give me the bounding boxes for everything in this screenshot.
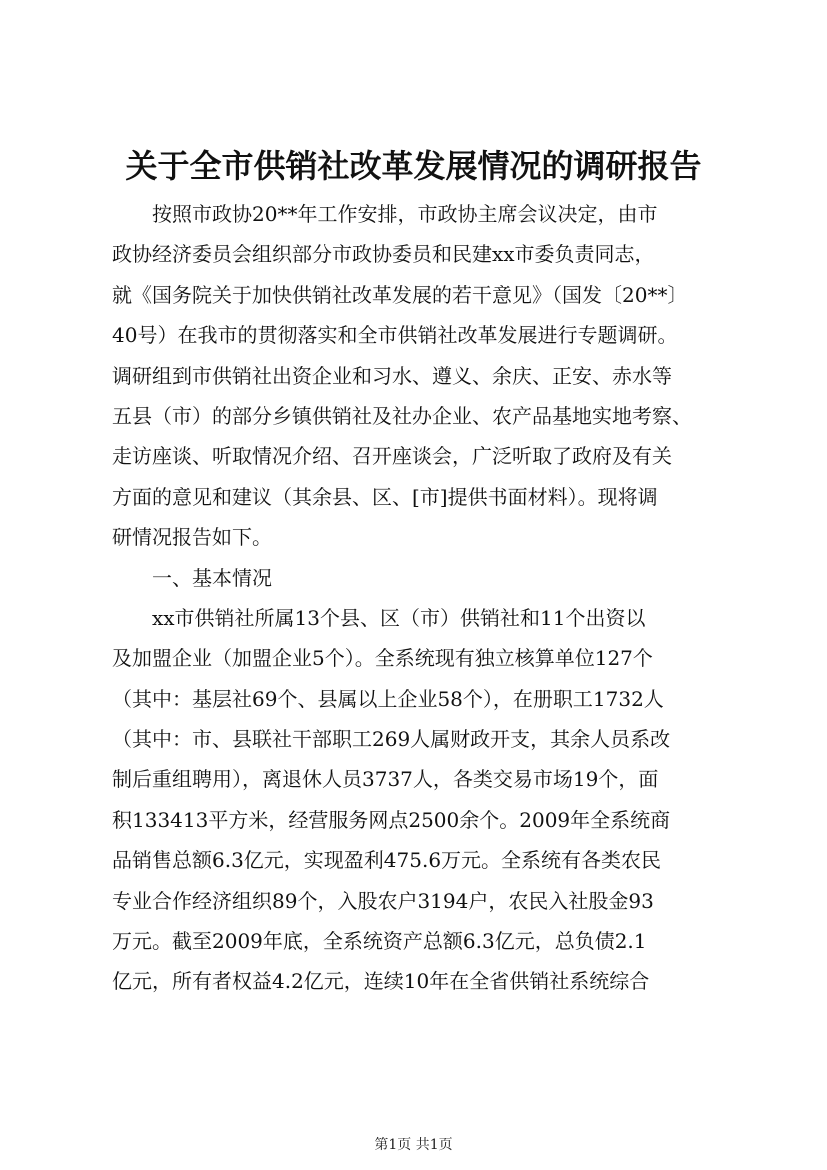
body-text-line: 专业合作经济组织89个，入股农户3194户，农民入社股金93: [112, 888, 654, 913]
document-body: [112, 194, 732, 1002]
body-text-line: （其中：市、县联社干部职工269人属财政开支，其余人员系改: [112, 727, 671, 752]
body-text-line: 就《国务院关于加快供销社改革发展的若干意见》（国发〔20**〕: [112, 282, 688, 307]
body-text-line: （其中：基层社69个、县属以上企业58个），在册职工1732人: [112, 686, 664, 711]
body-text-line: 万元。截至2009年底，全系统资产总额6.3亿元，总负债2.1: [112, 929, 647, 954]
page-footer: 第1页 共1页: [374, 1137, 453, 1153]
body-text-line: 积133413平方米，经营服务网点2500余个。2009年全系统商: [112, 807, 671, 832]
body-text-line: 五县（市）的部分乡镇供销社及社办企业、农产品基地实地考察、: [112, 403, 692, 428]
body-text-line: 亿元，所有者权益4.2亿元，连续10年在全省供销社系统综合: [112, 969, 650, 994]
body-text-line: 走访座谈、听取情况介绍、召开座谈会，广泛听取了政府及有关: [112, 444, 672, 469]
body-text-line: 制后重组聘用），离退休人员3737人，各类交易市场19个，面: [112, 767, 659, 792]
body-text-line: 方面的意见和建议（其余县、区、[市]提供书面材料）。现将调: [112, 484, 658, 509]
body-text-line: 及加盟企业（加盟企业5个）。全系统现有独立核算单位127个: [112, 646, 653, 671]
body-text-line: 40号）在我市的贯彻落实和全市供销社改革发展进行专题调研。: [112, 323, 678, 348]
body-text-line: 按照市政协20**年工作安排，市政协主席会议决定，由市: [152, 202, 658, 226]
body-text-line: 政协经济委员会组织部分市政协委员和民建xx市委负责同志，: [112, 242, 655, 267]
body-text-line: 品销售总额6.3亿元，实现盈利475.6万元。全系统有各类农民: [112, 848, 662, 873]
body-text-line: 一、基本情况: [152, 565, 272, 590]
document-title: 关于全市供销社改革发展情况的调研报告: [125, 147, 702, 185]
body-text-line: 调研组到市供销社出资企业和习水、遵义、余庆、正安、赤水等: [112, 363, 672, 388]
body-text-line: 研情况报告如下。: [112, 525, 272, 550]
body-text-line: xx市供销社所属13个县、区（市）供销社和11个出资以: [152, 605, 646, 630]
